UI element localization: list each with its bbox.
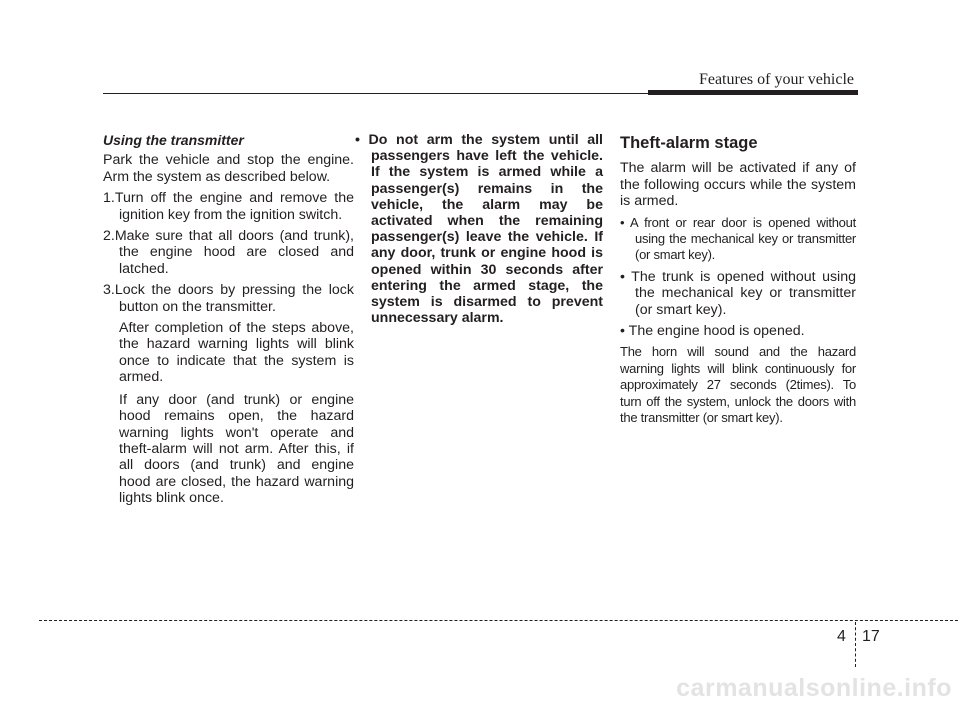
section-title: Features of your vehicle	[698, 71, 854, 88]
warning-bullet: • Do not arm the system until all passengers have left the vehicle. If the system is armed while a passenger(s) remains in the vehicle, the alarm may be activated when the remaining passenger(s) leave the vehicle. If any door, trunk or engine hood is opened within 30 seconds after entering the armed stage, the system is disarmed to prevent unnecessary alarm.	[355, 132, 603, 327]
footer-rule	[39, 620, 958, 621]
chapter-number: 4	[837, 628, 846, 645]
step-3: 3.Lock the doors by pressing the lock button on the transmitter.	[103, 282, 354, 315]
footer-divider	[855, 622, 856, 667]
column-left	[103, 132, 354, 513]
bullet-hood-opened: • The engine hood is opened.	[620, 323, 805, 340]
horn-paragraph: The horn will sound and the hazard warning lights will blink continuously for approximately 27 seconds (2times). To turn off the system, unlock the doors with the transmitter (or smart key).	[620, 344, 856, 426]
watermark-logo: carmanualsonline.info	[676, 674, 952, 702]
step-2: 2.Make sure that all doors (and trunk), the engine hood are closed and latched.	[103, 228, 354, 277]
step-1: 1.Turn off the engine and remove the ignition key from the ignition switch.	[103, 190, 354, 223]
armed-confirmation-paragraph: After completion of the steps above, the hazard warning lights will blink once to indicate that the system is armed.	[119, 320, 354, 386]
column-right	[620, 132, 856, 427]
column-middle	[355, 132, 603, 326]
page-number: 17	[862, 628, 880, 645]
intro-paragraph: Park the vehicle and stop the engine. Arm the system as described below.	[103, 152, 354, 185]
open-door-paragraph: If any door (and trunk) or engine hood remains open, the hazard warning lights won't operate and theft-alarm will not arm. After this, if all doors (and trunk) and engine hood are closed, the hazard warning lights blink once.	[119, 391, 354, 507]
theft-alarm-intro: The alarm will be activated if any of the following occurs while the system is armed.	[620, 160, 856, 210]
header-rule	[103, 93, 651, 94]
header-rule-accent	[648, 90, 858, 95]
bullet-trunk-opened: • The trunk is opened without using the mechanical key or transmitter (or smart key).	[620, 268, 856, 318]
subheading-using-transmitter: Using the transmitter	[103, 132, 244, 148]
bullet-door-opened: • A front or rear door is opened without using the mechanical key or transmitter (or smart key).	[620, 214, 856, 263]
theft-alarm-heading: Theft-alarm stage	[620, 134, 758, 152]
